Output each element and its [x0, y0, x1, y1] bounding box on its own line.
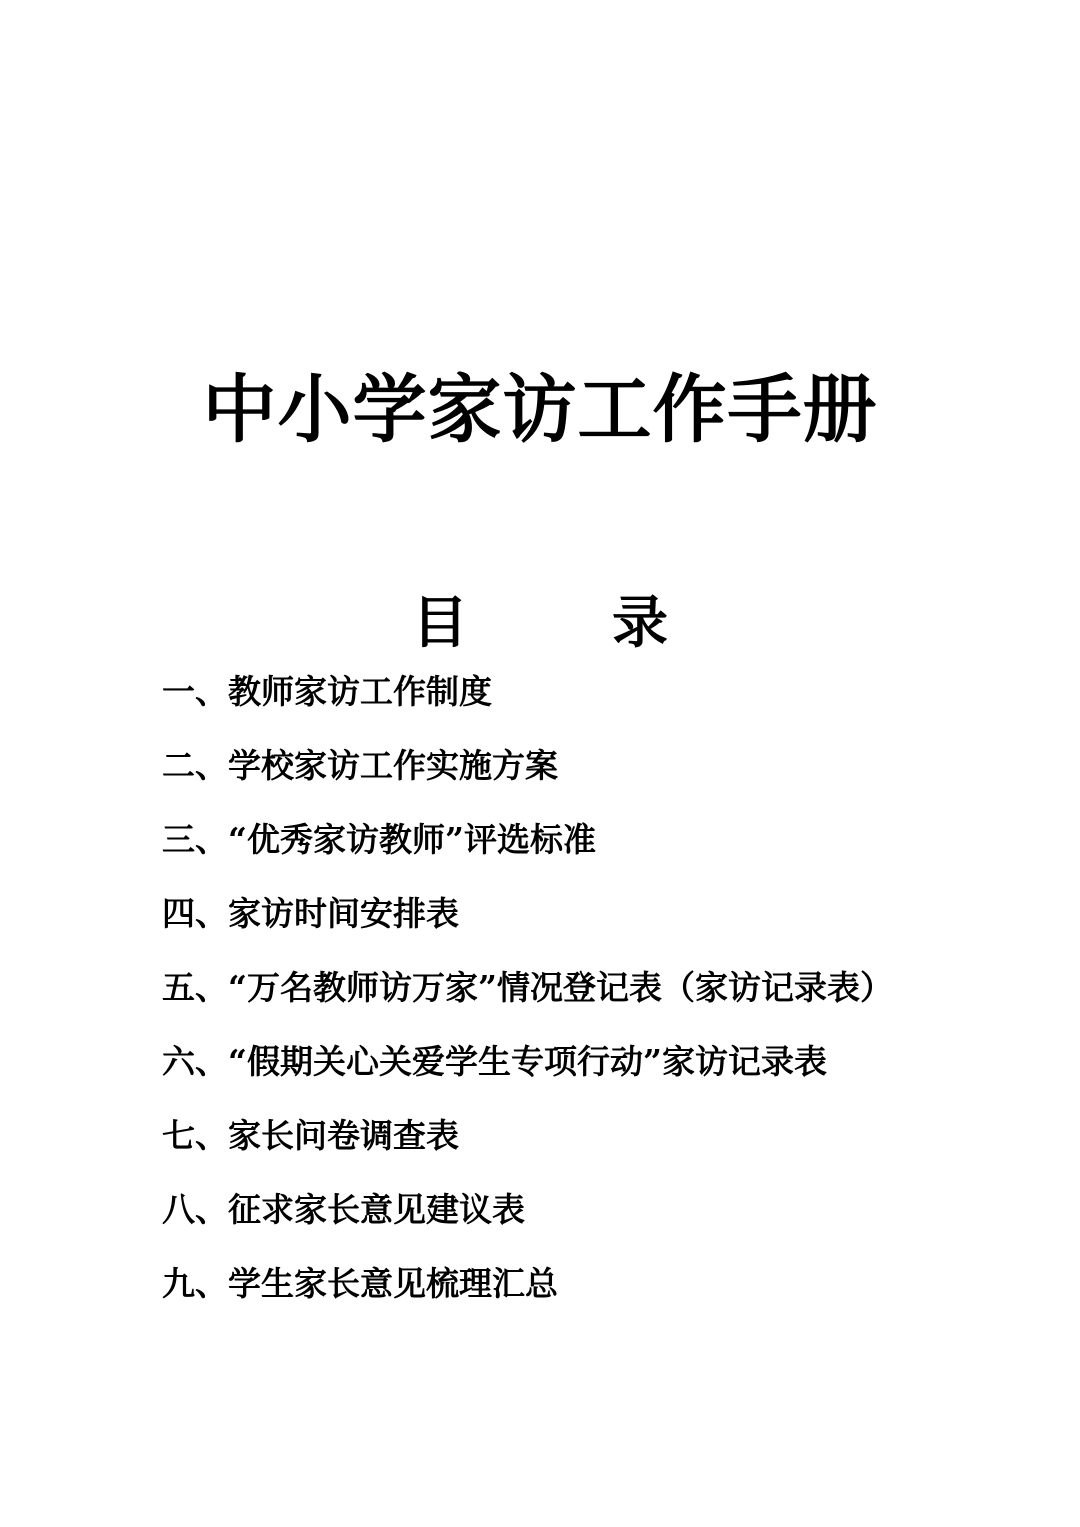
toc-item-4: 四、家访时间安排表	[162, 894, 459, 933]
toc-item-6: 六、“假期关心关爱学生专项行动”家访记录表	[162, 1042, 827, 1081]
toc-item-3: 三、“优秀家访教师”评选标准	[162, 820, 596, 859]
toc-item-9: 九、学生家长意见梳理汇总	[162, 1264, 558, 1303]
toc-item-2: 二、学校家访工作实施方案	[162, 746, 558, 785]
document-title: 中小学家访工作手册	[202, 367, 878, 453]
toc-item-1: 一、教师家访工作制度	[162, 672, 492, 711]
toc-heading-left: 目	[412, 590, 468, 656]
toc-item-5: 五、“万名教师访万家”情况登记表（家访记录表）	[162, 968, 893, 1007]
toc-item-8: 八、征求家长意见建议表	[162, 1190, 525, 1229]
table-of-contents	[162, 668, 893, 1334]
toc-item-7: 七、家长问卷调查表	[162, 1116, 459, 1155]
toc-heading-right: 录	[612, 590, 668, 656]
